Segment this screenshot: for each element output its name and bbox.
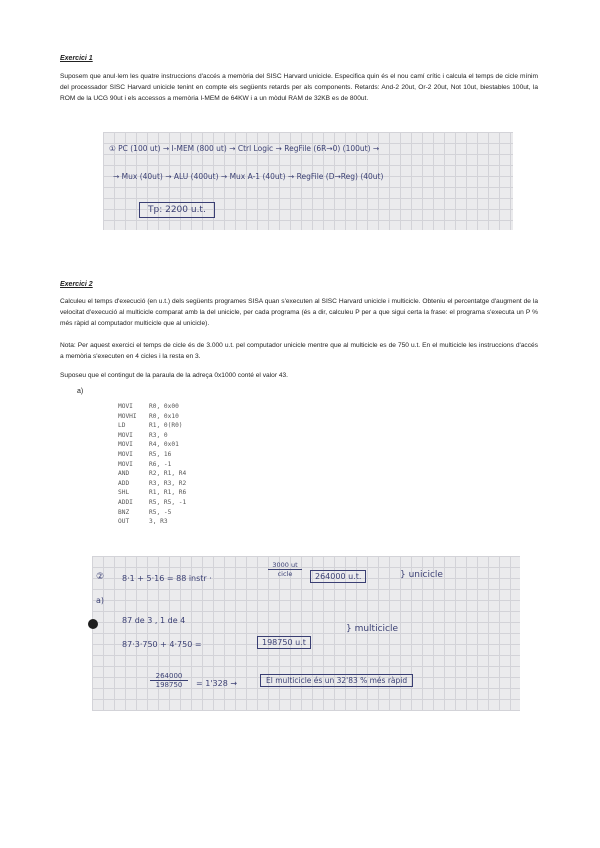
code-operands: R3, 0: [149, 431, 168, 439]
code-operands: R2, R1, R4: [149, 470, 187, 478]
exercise-2-supposition: Suposeu que el contingut de la paraula de la adreça 0x1000 conté el valor 43.: [60, 372, 289, 379]
hw-part-a: a): [96, 596, 105, 605]
code-line: [118, 412, 186, 422]
hw-fraction-2-denominator: 198750: [155, 681, 183, 689]
code-opcode: MOVHI: [118, 412, 137, 420]
code-line: [118, 469, 186, 479]
hw-cycle-breakdown: 87 de 3 , 1 de 4: [122, 616, 186, 625]
part-a-label: a): [77, 388, 84, 395]
code-operands: R0, 0x10: [149, 412, 179, 420]
code-operands: R5, -5: [149, 508, 172, 516]
hw-fraction-1-numerator: 3000 ut: [268, 561, 302, 570]
exercise-2-note: Nota: Per aquest exercici el temps de cicle és de 3.000 u.t. pel computador unicicle mentre que al multicicle es de 750 u.t. En el multicicle les instruccions d'accés a memòria s'executen en 4 cicles i la resta en 3.: [60, 342, 538, 360]
code-opcode: ADD: [118, 479, 130, 487]
code-opcode: LD: [118, 422, 126, 430]
code-line: [118, 479, 186, 489]
exercise-1-title: Exercici 1: [60, 55, 93, 62]
code-line: [118, 450, 186, 460]
code-operands: R6, -1: [149, 460, 172, 468]
code-line: [118, 488, 186, 498]
code-operands: R1, 0(R0): [149, 422, 183, 430]
hw-critical-path-line-1: ① PC (100 ut) → I-MEM (800 ut) → Ctrl Logic → RegFile (6R→0) (100ut) →: [109, 144, 380, 153]
hw-speedup-ratio: = 1'328 →: [196, 679, 238, 688]
hw-fraction-2-numerator: 264000: [150, 672, 188, 681]
code-opcode: MOVI: [118, 403, 133, 410]
code-operands: R5, R5, -1: [149, 498, 187, 506]
hw-unicycle-brace: } unicicle: [400, 570, 443, 580]
exercise-2-text: Calculeu el temps d'execució (en u.t.) dels següents programes SISA quan s'executen al SISC Harvard unicicle i multicicle. Obteniu el percentatge d'augment de la velocitat d'execució al multicicle comparat amb la del unicicle, per cada programa (és a dir, calculeu P per a que sigui certa la frase: el programa s'executa un P % més ràpid al computador multicicle que al unicicle).: [60, 298, 538, 327]
sisa-code-listing: [118, 402, 186, 527]
code-line: [118, 508, 186, 518]
code-operands: R1, R1, R6: [149, 489, 187, 497]
hw-multicycle-result: 198750 u.t: [257, 636, 311, 649]
code-opcode: SHL: [118, 489, 130, 497]
code-line: [118, 517, 186, 527]
code-operands: R4, 0x01: [149, 441, 179, 449]
hw-fraction-1-denominator: cicle: [277, 570, 293, 578]
code-operands: 3, R3: [149, 518, 168, 526]
code-opcode: BNZ: [118, 508, 130, 516]
hw-speedup-result: El multicicle és un 32'83 % més ràpid: [260, 674, 413, 687]
code-opcode: MOVI: [118, 450, 133, 458]
code-operands: R3, R3, R2: [149, 479, 187, 487]
code-opcode: MOVI: [118, 431, 133, 439]
code-opcode: OUT: [118, 518, 130, 526]
handwritten-answer-1: [103, 132, 513, 230]
code-opcode: MOVI: [118, 441, 133, 449]
hw-multicycle-brace: } multicicle: [346, 624, 399, 634]
code-operands: R0, 0x00: [149, 403, 179, 410]
code-line: [118, 460, 186, 470]
hw-instruction-count: 8·1 + 5·16 = 88 instr ·: [122, 574, 212, 583]
code-opcode: AND: [118, 470, 130, 478]
code-line: [118, 402, 186, 412]
code-line: [118, 498, 186, 508]
code-operands: R5, 16: [149, 450, 172, 458]
hw-multicycle-calc: 87·3·750 + 4·750 =: [122, 640, 202, 649]
code-opcode: MOVI: [118, 460, 133, 468]
code-opcode: ADDI: [118, 498, 133, 506]
hw-fraction-2: [150, 672, 188, 689]
handwritten-answer-2: [92, 556, 520, 711]
code-line: [118, 440, 186, 450]
code-line: [118, 431, 186, 441]
hw-exercise-number: ②: [96, 572, 105, 582]
hw-cycle-time-result: Tp: 2200 u.t.: [139, 202, 215, 218]
code-line: [118, 421, 186, 431]
hw-critical-path-line-2: → Mux (40ut) → ALU (400ut) → Mux A-1 (40ut) → RegFile (D→Reg) (40ut): [113, 172, 384, 181]
hw-fraction-1: [268, 561, 302, 578]
punch-hole: [88, 619, 98, 629]
hw-unicycle-result: 264000 u.t.: [310, 570, 366, 583]
exercise-2-title: Exercici 2: [60, 281, 93, 288]
exercise-1-text: Suposem que anul·lem les quatre instruccions d'accés a memòria del SISC Harvard unicicle. Especifica quin és el nou camí crític i calcula el temps de cicle mínim del processador SISC Harvard unicicle tenint en compte els següents retards per als components. Retards: And-2 20ut, Or-2 20ut, Not 10ut, biestables 100ut, la ROM de la UCG 90ut i els accessos a memòria I-MEM de 64KW i a un mòdul RAM de 32KB es de 800ut.: [60, 73, 538, 102]
